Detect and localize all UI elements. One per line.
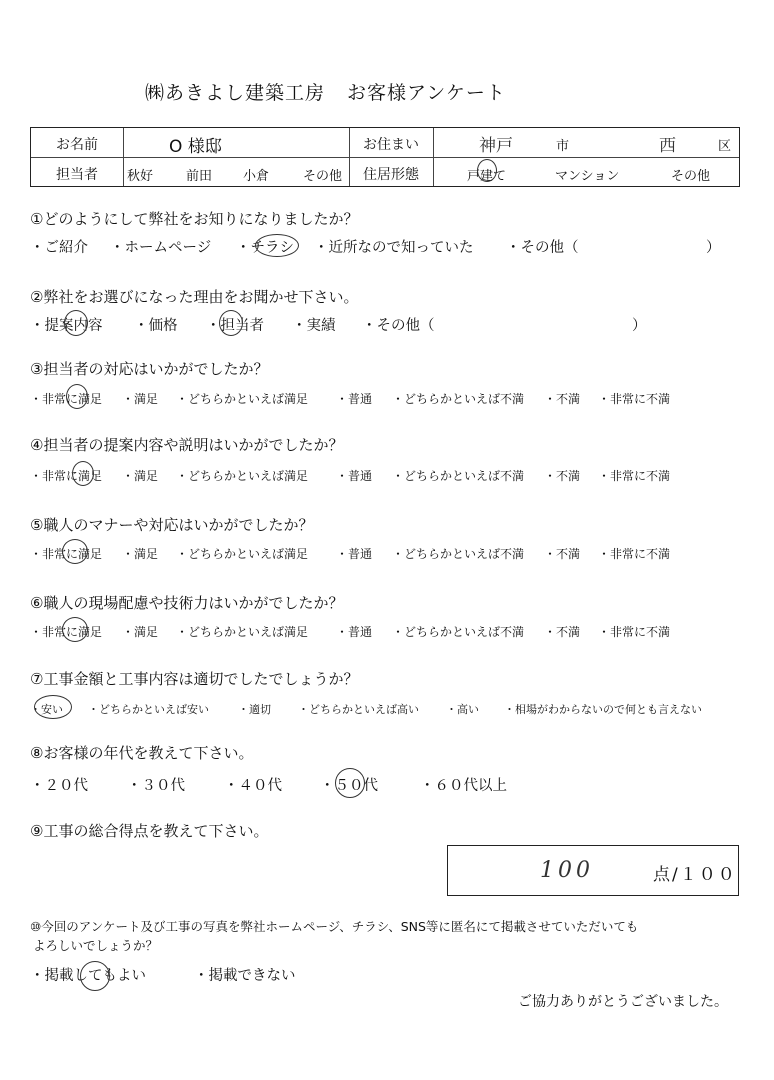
option[interactable]: ・提案内容 — [30, 318, 103, 334]
option[interactable]: ・安い — [30, 703, 63, 716]
option[interactable]: ・普通 — [336, 392, 373, 406]
option[interactable]: ・価格 — [134, 318, 178, 334]
option[interactable]: ・高い — [446, 703, 479, 716]
thanks-message: ご協力ありがとうございました。 — [518, 994, 728, 1010]
staff-option[interactable]: 秋好 — [127, 169, 154, 184]
staff-label: 担当者 — [56, 167, 98, 183]
option[interactable]: ・どちらかといえば安い — [88, 703, 209, 716]
selection-circle — [219, 310, 243, 336]
selection-circle — [62, 617, 88, 642]
staff-option[interactable]: 小倉 — [243, 169, 270, 184]
question-8-options — [30, 774, 507, 795]
option[interactable]: ・非常に不満 — [598, 469, 671, 483]
question-4: ④担当者の提案内容や説明はいかがでしたか？ — [30, 436, 344, 454]
question-2-options — [30, 314, 647, 335]
option[interactable]: ・満足 — [122, 469, 159, 483]
table-divider — [433, 128, 434, 186]
ward-suffix: 区 — [718, 139, 732, 154]
option[interactable]: ・掲載できない — [194, 968, 296, 984]
selection-circle — [255, 234, 299, 257]
option[interactable]: ・非常に満足 — [30, 547, 103, 561]
option-close: ） — [632, 318, 647, 334]
option[interactable]: ・非常に不満 — [598, 625, 671, 639]
option[interactable]: ・３０代 — [127, 778, 185, 794]
question-1: ①どのようにして弊社をお知りになりましたか？ — [30, 210, 359, 228]
housing-option[interactable]: マンション — [555, 169, 620, 184]
option[interactable]: ・どちらかといえば不満 — [392, 469, 525, 483]
score-unit: 点/１００ — [653, 865, 737, 885]
option[interactable]: ・担当者 — [206, 318, 264, 334]
survey-label: お客様アンケート — [347, 82, 506, 104]
address-label: お住まい — [363, 137, 419, 153]
survey-title — [145, 78, 506, 105]
question-2: ②弊社をお選びになった理由をお聞かせ下さい。 — [30, 288, 359, 306]
score-box — [447, 845, 739, 896]
question-1-options — [30, 236, 721, 257]
selection-circle — [66, 384, 88, 409]
option[interactable]: ・相場がわからないので何とも言えない — [504, 703, 702, 716]
option[interactable]: ・非常に満足 — [30, 625, 103, 639]
selection-circle — [335, 768, 365, 798]
question-10-line2: よろしいでしょうか？ — [33, 938, 159, 953]
option[interactable]: ・５０代 — [320, 778, 378, 794]
option[interactable]: ・不満 — [544, 469, 581, 483]
company-name: ㈱あきよし建築工房 — [145, 82, 326, 104]
city-suffix: 市 — [556, 139, 570, 154]
selection-circle — [72, 461, 94, 486]
option[interactable]: ・どちらかといえば満足 — [176, 547, 309, 561]
question-6: ⑥職人の現場配慮や技術力はいかがでしたか？ — [30, 594, 344, 612]
staff-option[interactable]: 前田 — [186, 169, 213, 184]
option[interactable]: ・その他（ — [506, 240, 579, 256]
question-5-options — [30, 545, 670, 562]
option[interactable]: ・どちらかといえば高い — [298, 703, 419, 716]
question-10-options — [30, 964, 296, 985]
option[interactable]: ・普通 — [336, 547, 373, 561]
option[interactable]: ・普通 — [336, 469, 373, 483]
question-8: ⑧お客様の年代を教えて下さい。 — [30, 744, 254, 762]
option[interactable]: ・不満 — [544, 625, 581, 639]
customer-info-table — [30, 127, 740, 187]
option[interactable]: ・４０代 — [224, 778, 282, 794]
question-7-options — [30, 701, 702, 717]
address-ward-value[interactable]: 西 — [659, 136, 676, 156]
option[interactable]: ・掲載してもよい — [30, 968, 146, 984]
selection-circle — [80, 961, 110, 991]
name-label: お名前 — [56, 137, 98, 153]
selection-circle — [62, 539, 88, 564]
question-9: ⑨工事の総合得点を教えて下さい。 — [30, 822, 269, 840]
housing-option[interactable]: 戸建て — [467, 169, 507, 184]
table-divider — [31, 157, 739, 158]
question-5: ⑤職人のマナーや対応はいかがでしたか？ — [30, 516, 314, 534]
option[interactable]: ・どちらかといえば不満 — [392, 625, 525, 639]
score-value[interactable]: 100 — [540, 858, 594, 883]
option[interactable]: ・満足 — [122, 392, 159, 406]
option[interactable]: ・適切 — [238, 703, 271, 716]
staff-option[interactable]: その他 — [303, 169, 343, 184]
option[interactable]: ・６０代以上 — [420, 778, 507, 794]
option[interactable]: ・チラシ — [236, 240, 294, 256]
option[interactable]: ・その他（ — [362, 318, 435, 334]
option[interactable]: ・どちらかといえば不満 — [392, 547, 525, 561]
option[interactable]: ・２０代 — [30, 778, 88, 794]
option[interactable]: ・どちらかといえば不満 — [392, 392, 525, 406]
option[interactable]: ・どちらかといえば満足 — [176, 469, 309, 483]
selection-circle — [34, 695, 72, 719]
selection-circle — [477, 159, 497, 182]
question-3-options — [30, 390, 670, 407]
option-close: ） — [706, 240, 721, 256]
housing-label: 住居形態 — [363, 167, 419, 183]
option[interactable]: ・満足 — [122, 547, 159, 561]
option[interactable]: ・不満 — [544, 392, 581, 406]
question-7: ⑦工事金額と工事内容は適切でしたでしょうか？ — [30, 670, 359, 688]
selection-circle — [64, 310, 88, 336]
option[interactable]: ・非常に不満 — [598, 392, 671, 406]
question-6-options — [30, 623, 670, 640]
option[interactable]: ・近所なので知っていた — [314, 240, 474, 256]
question-10-line1: ⑩今回のアンケート及び工事の写真を弊社ホームページ、チラシ、SNS等に匿名にて掲載させていただいても — [30, 919, 639, 934]
address-city-value[interactable]: 神戸 — [479, 136, 513, 156]
option[interactable]: ・ご紹介 — [30, 240, 88, 256]
option[interactable]: ・ホームページ — [110, 240, 212, 256]
option[interactable]: ・非常に不満 — [598, 547, 671, 561]
option[interactable]: ・非常に満足 — [30, 469, 103, 483]
option[interactable]: ・満足 — [122, 625, 159, 639]
option[interactable]: ・どちらかといえば満足 — [176, 392, 309, 406]
question-4-options — [30, 467, 670, 484]
housing-option[interactable]: その他 — [671, 169, 711, 184]
option[interactable]: ・実績 — [292, 318, 336, 334]
option[interactable]: ・非常に満足 — [30, 392, 103, 406]
name-value[interactable]: O 様邸 — [169, 137, 222, 157]
question-3: ③担当者の対応はいかがでしたか？ — [30, 360, 269, 378]
option[interactable]: ・普通 — [336, 625, 373, 639]
option[interactable]: ・不満 — [544, 547, 581, 561]
table-divider — [123, 128, 124, 186]
option[interactable]: ・どちらかといえば満足 — [176, 625, 309, 639]
